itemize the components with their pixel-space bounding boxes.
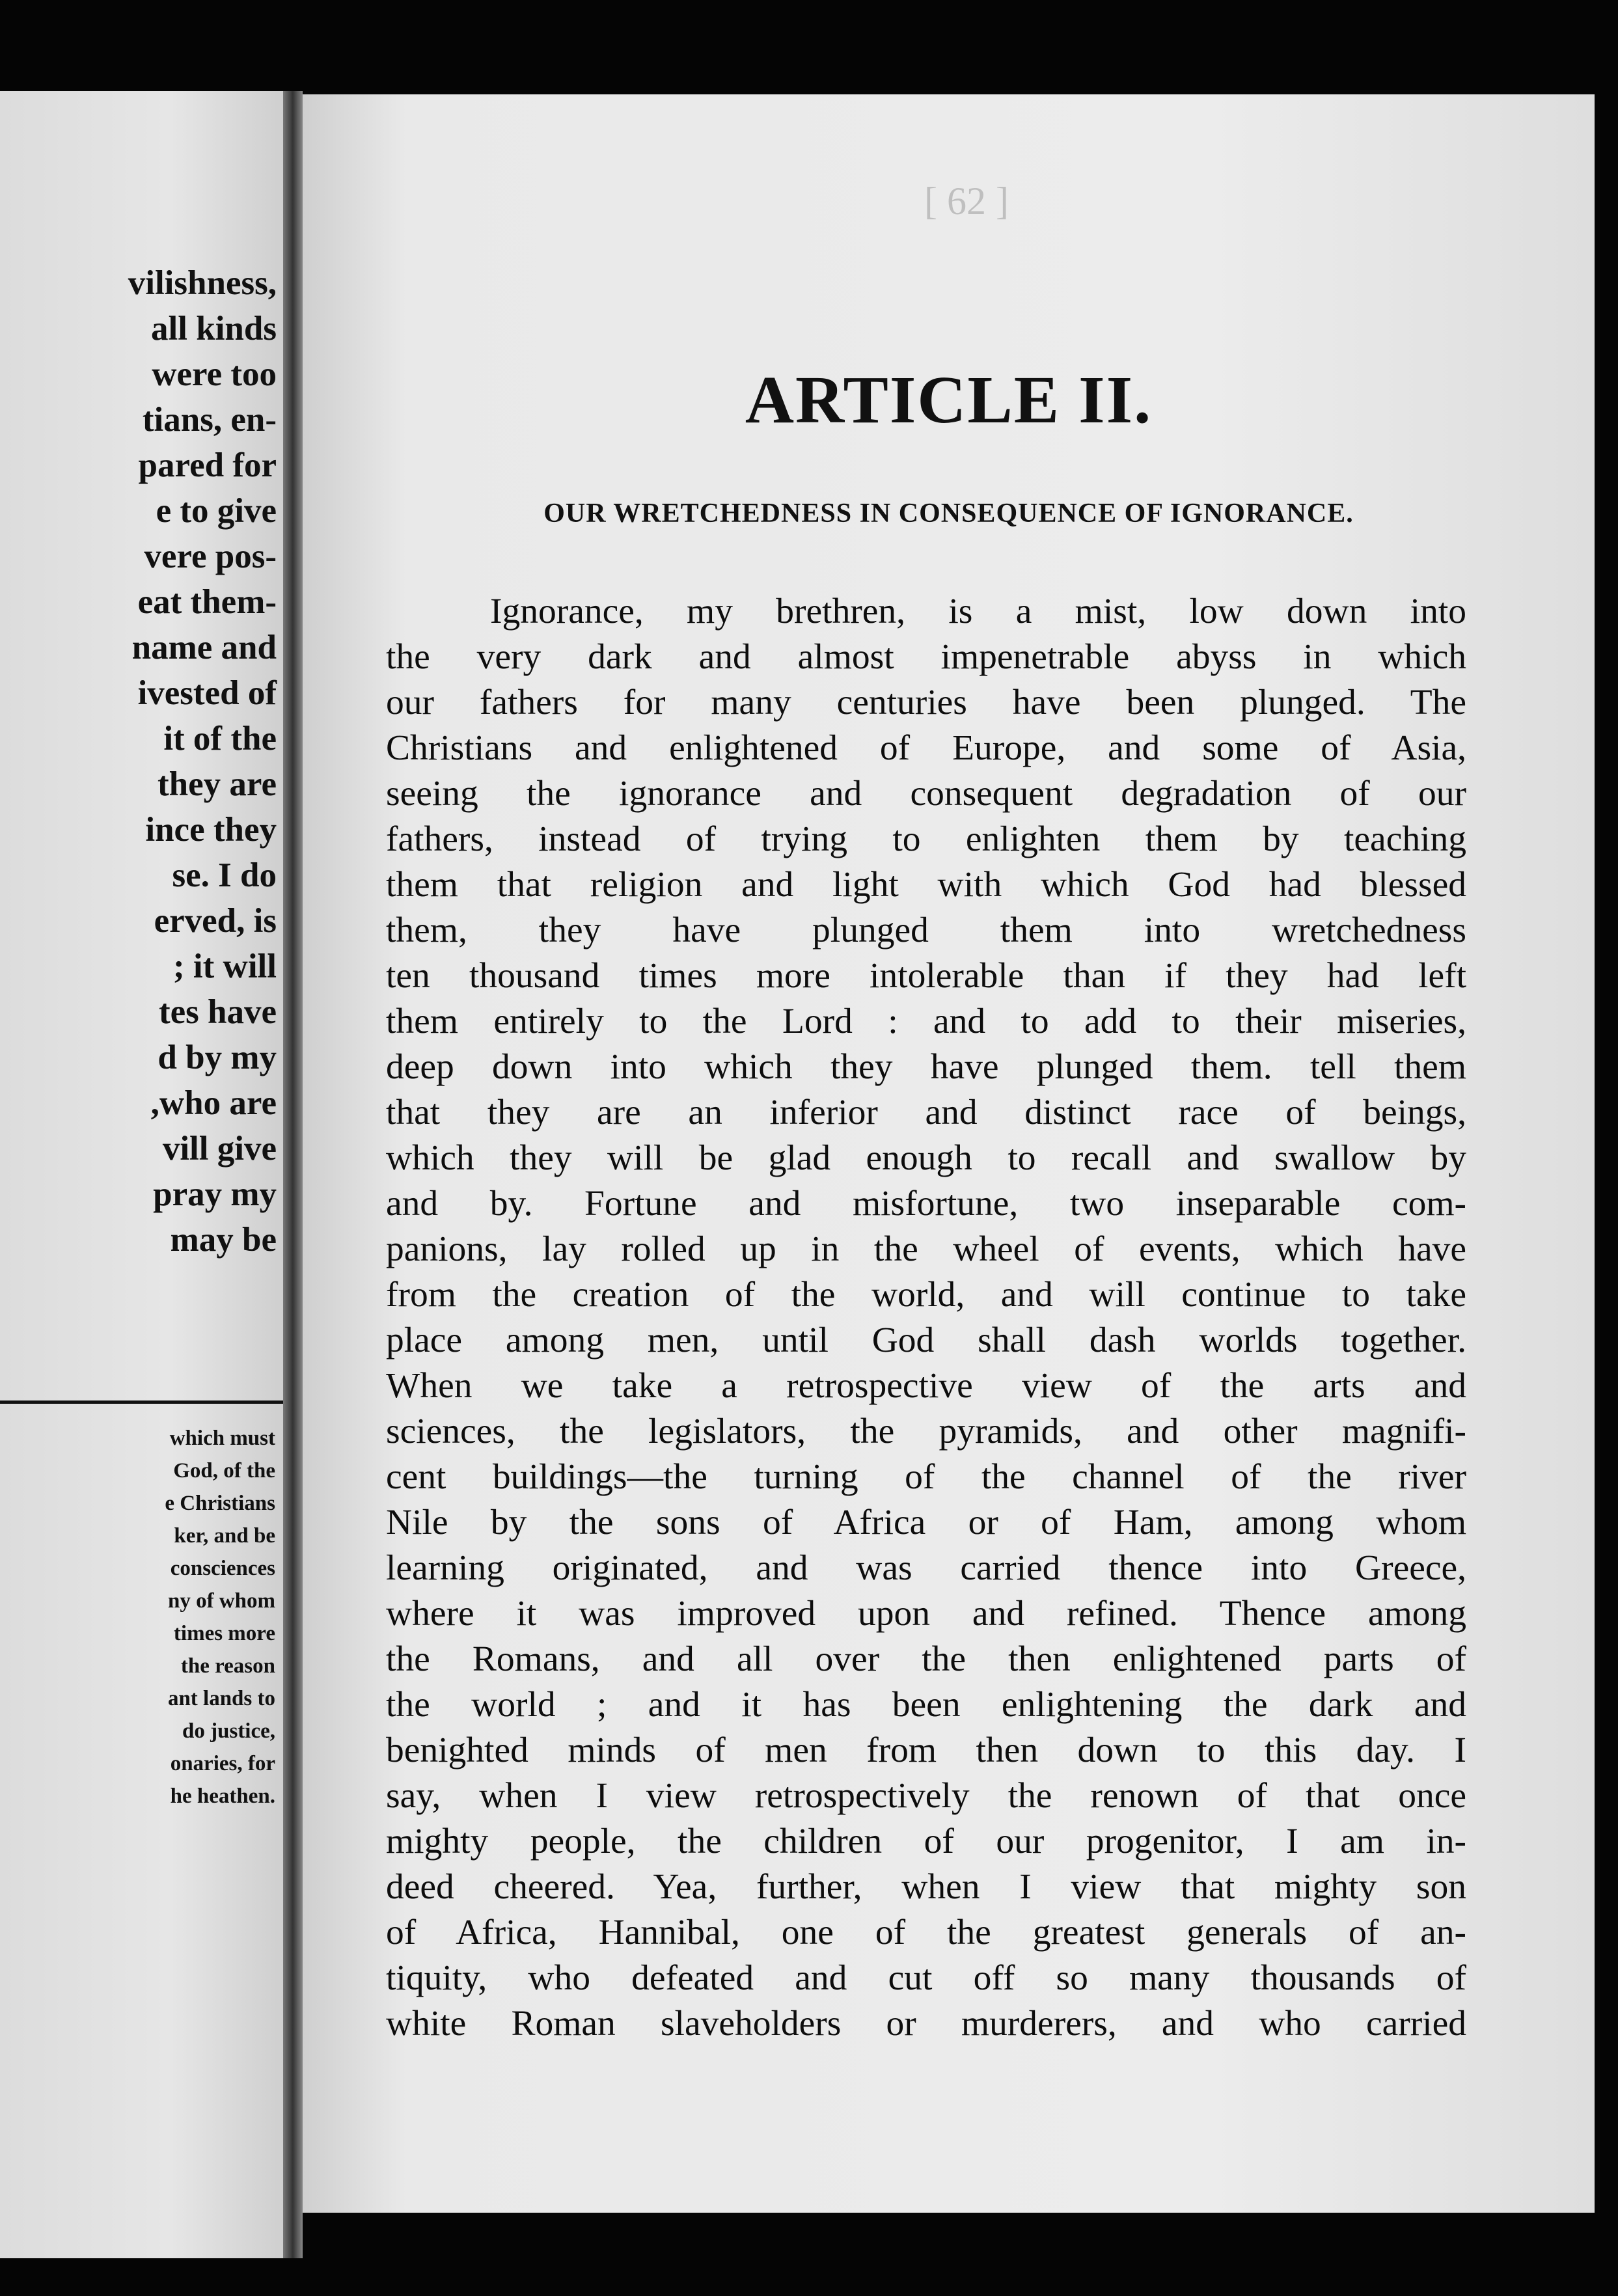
article-title: ARTICLE II. [745,362,1153,437]
body-line: of Africa, Hannibal, one of the greatest generals of an- [386,1913,1466,1952]
body-line: Ignorance, my brethren, is a mist, low down into [490,592,1466,631]
body-line: that they are an inferior and distinct race of beings, [386,1093,1466,1132]
footnote-line: he heathen. [170,1784,275,1808]
body-line: sciences, the legislators, the pyramids, and other magnifi- [386,1412,1466,1451]
left-line: eat them- [137,583,277,621]
left-line: they are [158,765,277,803]
body-line: fathers, instead of trying to enlighten them by teaching [386,819,1466,859]
body-line: the Romans, and all over the then enlightened parts of [386,1639,1466,1679]
left-line: erved, is [154,902,277,940]
left-line: may be [170,1221,277,1259]
page-number: [ 62 ] [924,180,1009,223]
left-line: pray my [153,1175,277,1213]
body-line: When we take a retrospective view of the arts and [386,1366,1466,1406]
body-line: cent buildings—the turning of the channel of the river [386,1457,1466,1497]
left-line: e to give [156,492,277,530]
left-line: d by my [158,1039,277,1076]
left-line: vere pos- [144,538,277,575]
body-line: panions, lay rolled up in the wheel of events, which have [386,1229,1466,1269]
footnote-rule [0,1401,283,1404]
left-line: vill give [162,1130,277,1168]
left-line: all kinds [151,310,277,348]
body-line: Nile by the sons of Africa or of Ham, among whom [386,1503,1466,1542]
body-line: our fathers for many centuries have been plunged. The [386,683,1466,722]
footnote-line: onaries, for [170,1752,275,1775]
body-line: where it was improved upon and refined. Thence among [386,1594,1466,1633]
left-line: ince they [145,811,277,849]
body-line: seeing the ignorance and consequent degradation of our [386,774,1466,813]
left-line: it of the [163,720,277,758]
body-line: white Roman slaveholders or murderers, and who carried [386,2004,1466,2043]
footnote-line: e Christians [165,1492,275,1515]
body-line: tiquity, who defeated and cut off so many thousands of [386,1958,1466,1998]
body-line: ten thousand times more intolerable than if they had left [386,956,1466,996]
body-line: mighty people, the children of our progenitor, I am in- [386,1822,1466,1861]
left-line: ,who are [150,1084,277,1122]
body-line: deed cheered. Yea, further, when I view that mighty son [386,1867,1466,1907]
article-subtitle: OUR WRETCHEDNESS IN CONSEQUENCE OF IGNORANCE. [543,499,1354,528]
body-line: Christians and enlightened of Europe, and some of Asia, [386,728,1466,768]
left-line: name and [131,629,277,666]
body-line: from the creation of the world, and will continue to take [386,1275,1466,1315]
left-line: se. I do [172,856,277,894]
footnote-line: the reason [180,1654,275,1678]
footnote-line: do justice, [182,1719,275,1743]
left-line: pared for [138,446,277,484]
body-line: them entirely to the Lord : and to add to their miseries, [386,1002,1466,1041]
body-line: benighted minds of men from then down to this day. I [386,1730,1466,1770]
left-line: tians, en- [142,401,277,439]
left-line: vilishness, [128,264,277,302]
body-line: the very dark and almost impenetrable abyss in which [386,637,1466,677]
body-line: them, they have plunged them into wretchedness [386,910,1466,950]
body-line: say, when I view retrospectively the renown of that once [386,1776,1466,1816]
body-line: which they will be glad enough to recall and swallow by [386,1138,1466,1178]
book-gutter [283,91,303,2258]
main-page [303,94,1595,2213]
footnote-line: God, of the [173,1459,275,1483]
footnote-line: times more [173,1622,275,1645]
body-line: deep down into which they have plunged them. tell them [386,1047,1466,1087]
footnote-line: which must [169,1427,275,1450]
left-line: ; it will [173,948,277,985]
body-line: place among men, until God shall dash worlds together. [386,1320,1466,1360]
left-footnote [2,1422,275,1812]
footnote-line: ant lands to [167,1687,275,1710]
footnote-line: consciences [170,1557,275,1580]
left-line: were too [152,355,277,393]
article-body [386,589,1466,2047]
footnote-line: ker, and be [174,1524,275,1548]
body-line: learning originated, and was carried thence into Greece, [386,1548,1466,1588]
body-line: the world ; and it has been enlightening the dark and [386,1685,1466,1725]
left-page-fragment [0,91,283,2258]
left-line: tes have [158,993,277,1031]
left-page-text [3,260,277,1263]
body-line: them that religion and light with which God had blessed [386,865,1466,905]
body-line: and by. Fortune and misfortune, two inseparable com- [386,1184,1466,1223]
footnote-line: ny of whom [167,1589,275,1613]
left-line: ivested of [137,674,277,712]
